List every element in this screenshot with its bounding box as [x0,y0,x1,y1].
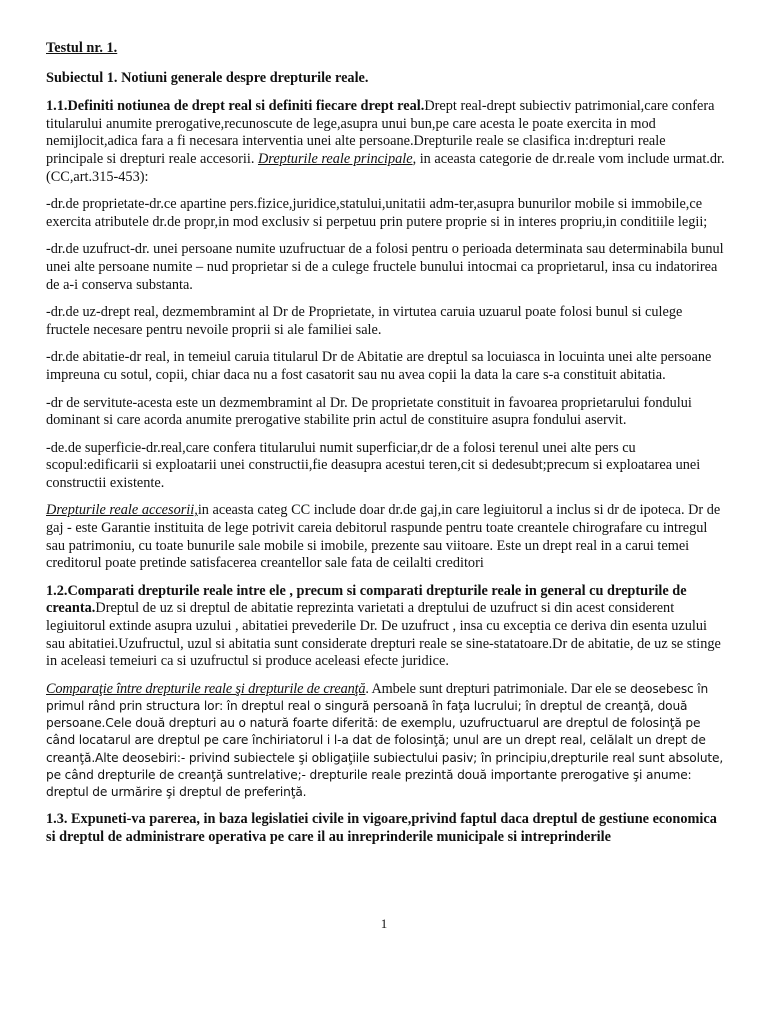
comparison-lead: . Ambele sunt drepturi patrimoniale. Dar ele se [365,680,627,697]
section-1-1-text-end: , in aceasta categorie de dr.reale vom include urmat.dr.(CC,art.315-453): [46,150,725,185]
section-1-1 [46,98,726,186]
principal-rights-term: Drepturile reale principale [257,150,413,167]
list-item: -dr.de abitatie-dr real, in temeiul caruia titularul Dr de Abitatie are dreptul sa locuiasca in locuinta unei alte persoane impreuna cu sotul, copii, chiar daca nu a fost casatorit sau nu avea copii la data la care s-a constituit abitatia. [46,349,712,383]
section-1-2 [46,583,726,671]
test-title: Testul nr. 1. [46,40,118,56]
document-page [46,40,726,856]
list-item: -dr de servitute-acesta este un dezmembramint al Dr. De proprietate constituit in favoarea proprietarului fondului dominant si care acorda anumite prerogative stabilite prin actul de constituire asupra fondului aservit. [46,394,692,429]
section-1-3-heading: 1.3. Expuneti-va parerea, in baza legislatiei civile in vigoare,privind faptul daca dreptul de gestiune economica si dreptul de administrare operativa pe care il au inreprinderile municipale si intreprinderile [46,811,717,845]
list-item: -dr.de uz-drept real, dezmembramint al Dr de Proprietate, in virtutea caruia uzuarul poate folosi bunul si culege fructele necesare pentru nevoile proprii si ale familiei sale. [46,304,683,338]
accessory-rights-text: in aceasta categ CC include doar dr.de gaj,in care legiuitorul a inclus si dr de ipoteca. Dr de gaj - este Garantie instituita de lege potrivit careia debitorul raspunde pentru toate creantele chirografare cu intregul sau patrimoniu, cu toate bunurile sale mobile si imobile, prezente sau viitoare. Este un drept real in a carui temei creditorul poate pretinde satisfacerea creantellor sale fata de ceilalti creditori [46,502,721,572]
comparison-text: deosebesc în primul rând prin structura lor: în dreptul real o singură persoană în faţa lucrului; în dreptul de creanţă, două persoane.Cele două drepturi au o natură foarte diferită: de exemplu, uzufructuarul are dreptul de folosinţă pe când locatarul are dreptul pe care închiriatorul i l-a dat de folosinţă; unul are un drept real, celălalt un drept de creanţă.Alte deosebiri:- privind subiectele şi obligaţiile subiectului pasiv; în principiu,drepturile real sunt absolute, pe când drepturile de creanţă suntrelative;- drepturile reale prezintă două importante prerogative şi anume: dreptul de urmărire şi dreptul de preferinţă. [46,681,724,800]
section-1-2-heading: 1.2.Comparati drepturile reale intre ele , precum si comparati drepturile reale in general cu drepturile de creanta. [46,582,687,617]
accessory-rights-term: Drepturile reale accesorii, [46,502,198,519]
list-item: -dr.de uzufruct-dr. unei persoane numite uzufructuar de a folosi pentru o perioada determinata sau determinabila bunul unei alte persoane numite – nud proprietar si de a culege fructele bunului intocmai ca proprietarul, insa cu indatorirea de a-i conserva substanta. [46,241,724,293]
comparison-term: Comparaţie între drepturile reale şi drepturile de creanţă [46,680,366,697]
section-1-2-text: Dreptul de uz si dreptul de abitatie reprezinta varietati a dreptului de uzufruct si din acest considerent legiuitorul extinde asupra uzului , abitatiei prevederile Dr. De uzufruct , insa cu exceptia ce deriva din esenta uzului sau abitatiei.Uzufructul, uzul si abitatia sunt considerate drepturi reale se sine-statatoare.Dr de abitatie, de uz se stinge in aceleasi temeiuri ca si uzufructul si produce aceleasi efecte juridice. [46,600,721,670]
section-1-1-text: Drept real-drept subiectiv patrimonial,care confera titularului anumite prerogative,recunoscute de lege,asupra unui bun,pe care acesta le poate exercita in mod nemijlocit,adica fara a fi necesara interventia unei alte persoane.Drepturile reale se clasifica in:drepturi reale principale si drepturi reale accesorii. [46,98,715,167]
section-1-1-heading: 1.1.Definiti notiunea de drept real si definiti fiecare drept real. [46,98,425,115]
page-number: 1 [380,916,388,931]
comparison-paragraph [46,681,726,801]
accessory-rights-paragraph [46,502,726,572]
subject-heading: Subiectul 1. Notiuni generale despre drepturile reale. [46,69,369,86]
list-item: -dr.de proprietate-dr.ce apartine pers.fizice,juridice,statului,unitatii adm-ter,asupra bunurilor mobile si immobile,ce exercita atributele dr.de propr,in mod exclusiv si perpetuu prin putere proprie si in interes propriu,in conditiile legii; [46,196,708,230]
list-item: -de.de superficie-dr.real,care confera titularului numit superficiar,dr de a folosi terenul unei alte pers cu scopul:edificarii si exploatarii unei constructii,fie deasupra acestui teren,cit si dedesubt;precum si exploatarea unei constructii existente. [46,439,701,491]
